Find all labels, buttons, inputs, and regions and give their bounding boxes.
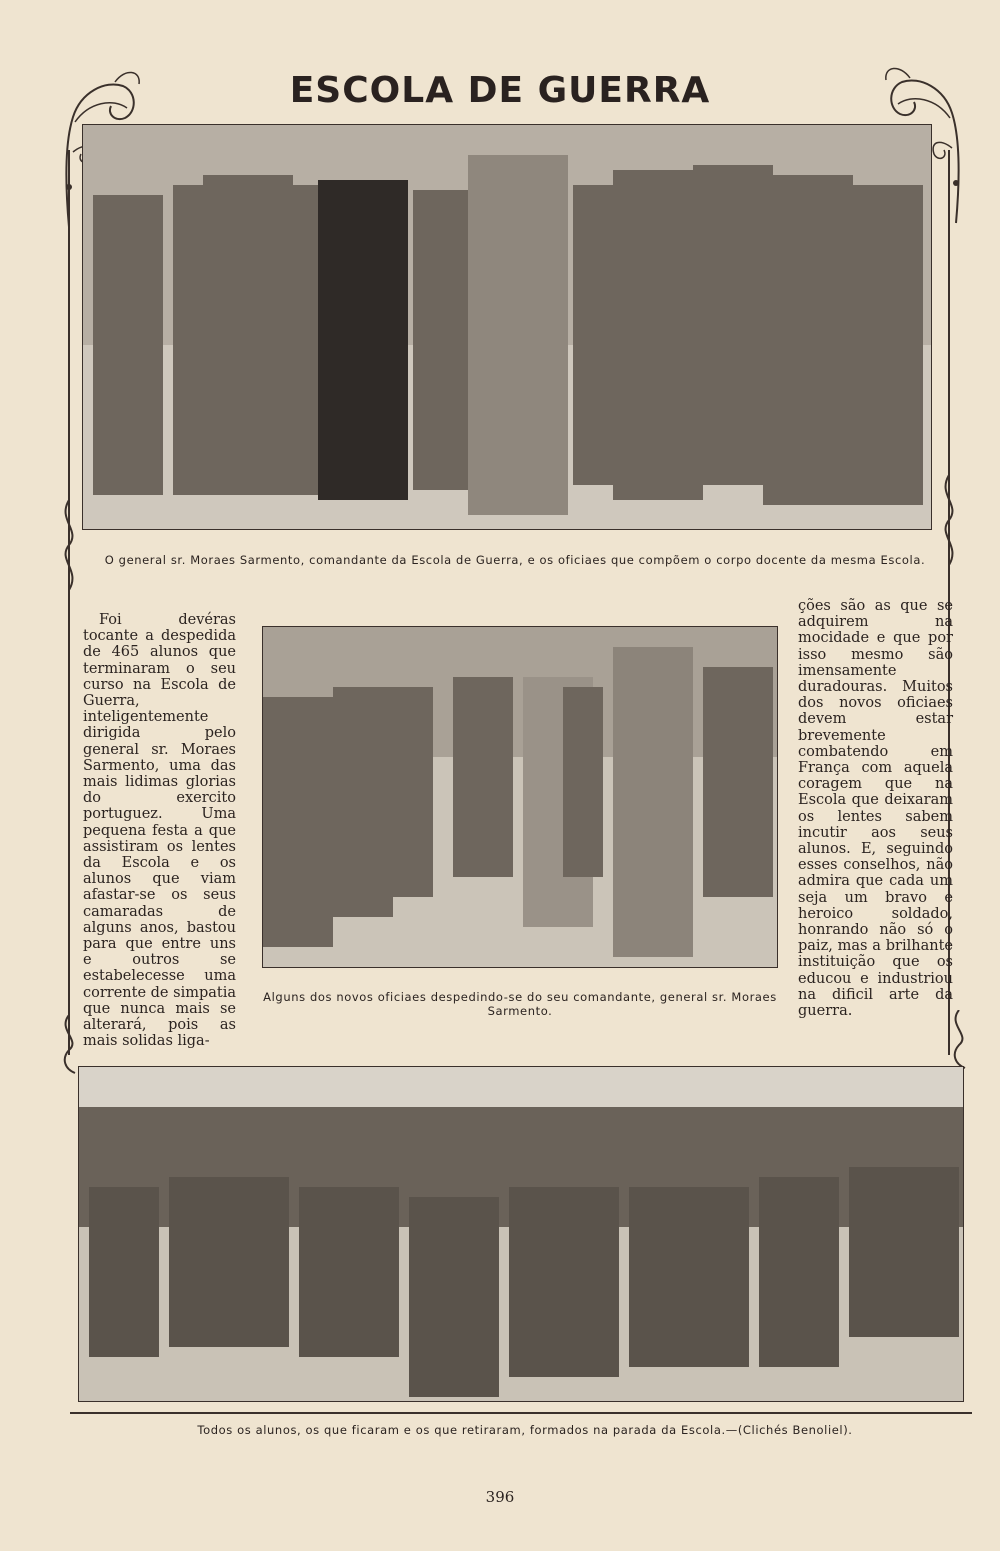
- caption-farewell: Alguns dos novos oficiaes despedindo-se do seu comandante, general sr. Moraes Sarmento.: [263, 990, 777, 1018]
- article-right-text: ções são as que se adquirem na mocidade e que por isso mesmo são imensamente duradouras. Muitos dos novos oficiaes devem estar brevemente combatendo em França com aquela coragem que na Escola que deixaram os lentes sabem incutir aos seus alunos. E, seguindo esses conselhos, não admira que cada um seja um bravo e heroico soldado, honrando não só o paiz, mas a brilhante instituição que os educou e industriou na dificil arte da guerra.: [798, 598, 953, 1020]
- caption-officers-group: O general sr. Moraes Sarmento, comandante da Escola de Guerra, e os oficiaes que compõem o corpo docente da mesma Escola.: [104, 553, 926, 567]
- page-title: ESCOLA DE GUERRA: [289, 70, 711, 111]
- right-mid-ornament: [935, 475, 965, 565]
- frame-bottom-border: [70, 1412, 972, 1414]
- left-mid-ornament: [55, 500, 85, 590]
- article-left-column: [83, 612, 236, 1050]
- photo-farewell: [262, 626, 778, 968]
- caption-students-formation: Todos os alunos, os que ficaram e os que retiraram, formados na parada da Escola.—(Clichés Benoliel).: [197, 1423, 853, 1437]
- article-left-text: Foi devéras tocante a despedida de 465 alunos que terminaram o seu curso na Escola de Guerra, inteligentemente dirigida pelo general sr. Moraes Sarmento, uma das mais lidimas glorias do exercito portuguez. Uma pequena festa a que assistiram os lentes da Escola e os alunos que viam afastar-se os seus camaradas de alguns anos, bastou para que entre uns e outros se estabelecesse uma corrente de simpatia que nunca mais se alterará, pois as mais solidas liga-: [83, 612, 236, 1050]
- page-number: 396: [485, 1488, 515, 1506]
- photo-officers-group: [82, 124, 932, 530]
- frame-left-border: [68, 150, 70, 1055]
- article-right-column: [798, 598, 953, 1028]
- photo-students-formation: [78, 1066, 964, 1402]
